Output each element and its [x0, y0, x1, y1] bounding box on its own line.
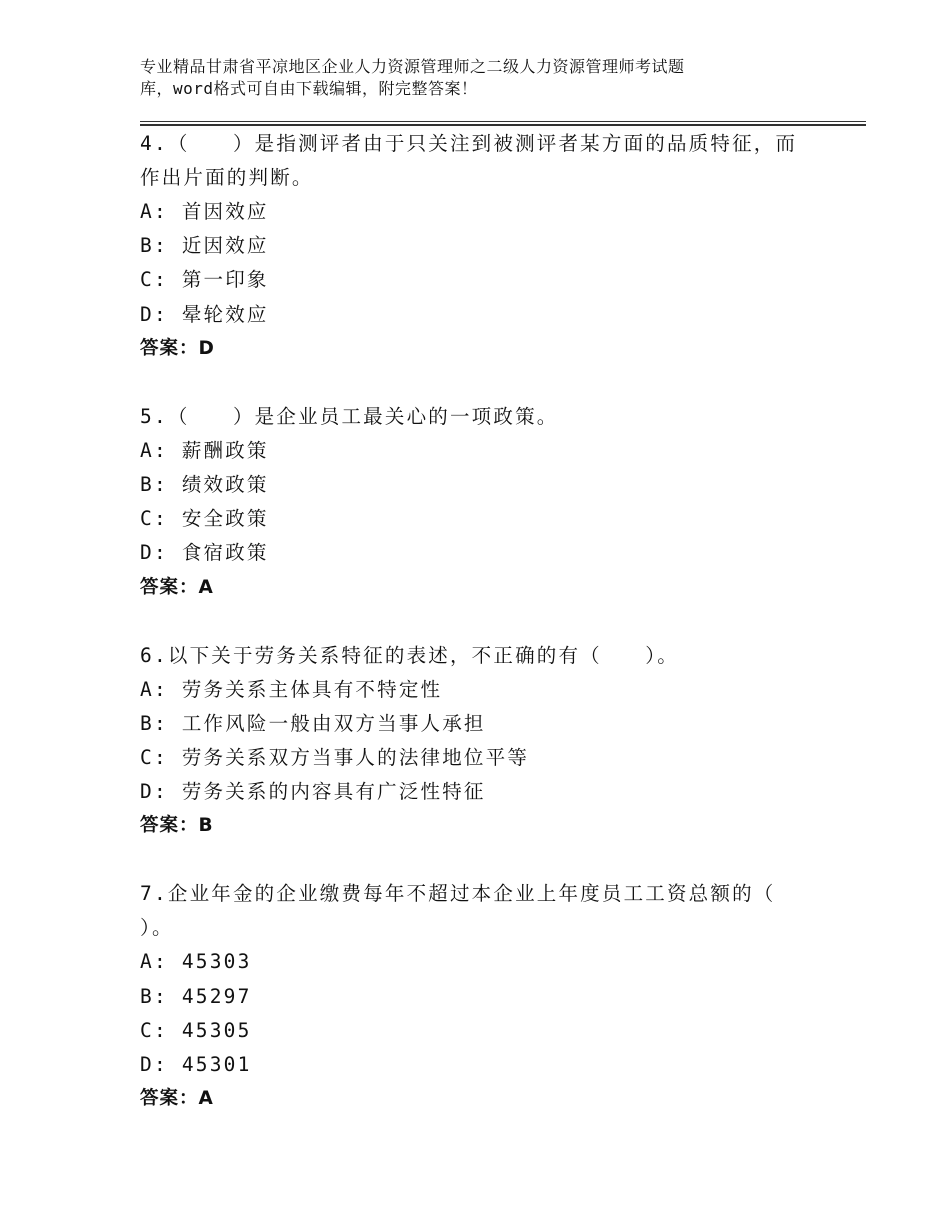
option-c: C: 劳务关系双方当事人的法律地位平等	[140, 746, 530, 770]
option-c: C: 第一印象	[140, 268, 269, 292]
answer-label: 答案：A	[140, 576, 214, 598]
option-c: C: 安全政策	[140, 507, 269, 531]
option-b: B: 近因效应	[140, 234, 269, 258]
option-b: B: 45297	[140, 984, 252, 1008]
option-a: A: 首因效应	[140, 200, 269, 223]
question-stem-line: 7.企业年金的企业缴费每年不超过本企业上年度员工工资总额的（	[140, 882, 776, 906]
option-d: D: 食宿政策	[140, 541, 269, 565]
option-d: D: 晕轮效应	[140, 302, 269, 326]
option-a: A: 45303	[140, 950, 252, 974]
question-stem-line: 6.以下关于劳务关系特征的表述，不正确的有（ ）。	[140, 643, 679, 667]
answer-label: 答案：D	[140, 337, 215, 359]
option-b: B: 绩效政策	[140, 473, 269, 497]
option-a: A: 劳务关系主体具有不特定性	[140, 677, 443, 701]
document-header	[140, 56, 840, 100]
question-5	[140, 400, 840, 605]
question-7	[140, 877, 840, 1116]
spacer	[140, 843, 840, 877]
question-4	[140, 127, 840, 366]
spacer	[140, 605, 840, 639]
question-6	[140, 639, 840, 844]
question-stem-line: 4.（ ）是指测评者由于只关注到被测评者某方面的品质特征，而	[140, 132, 798, 155]
answer-label: 答案：A	[140, 1088, 214, 1110]
option-a: A: 薪酬政策	[140, 438, 269, 462]
header-line-1: 专业精品甘肃省平凉地区企业人力资源管理师之二级人力资源管理师考试题	[140, 57, 685, 76]
spacer	[140, 366, 840, 400]
header-divider-thick	[140, 124, 866, 126]
question-stem-line: 作出片面的判断。	[140, 166, 314, 189]
option-d: D: 45301	[140, 1053, 252, 1077]
question-list	[140, 127, 840, 1116]
header-line-2: 库，word格式可自由下载编辑，附完整答案！	[140, 79, 478, 98]
option-c: C: 45305	[140, 1018, 252, 1042]
answer-label: 答案：B	[140, 815, 214, 837]
question-stem-line: ）。	[140, 916, 174, 940]
question-stem-line: 5.（ ）是企业员工最关心的一项政策。	[140, 404, 559, 428]
option-b: B: 工作风险一般由双方当事人承担	[140, 711, 486, 735]
option-d: D: 劳务关系的内容具有广泛性特征	[140, 780, 486, 804]
header-divider-thin	[140, 121, 866, 122]
